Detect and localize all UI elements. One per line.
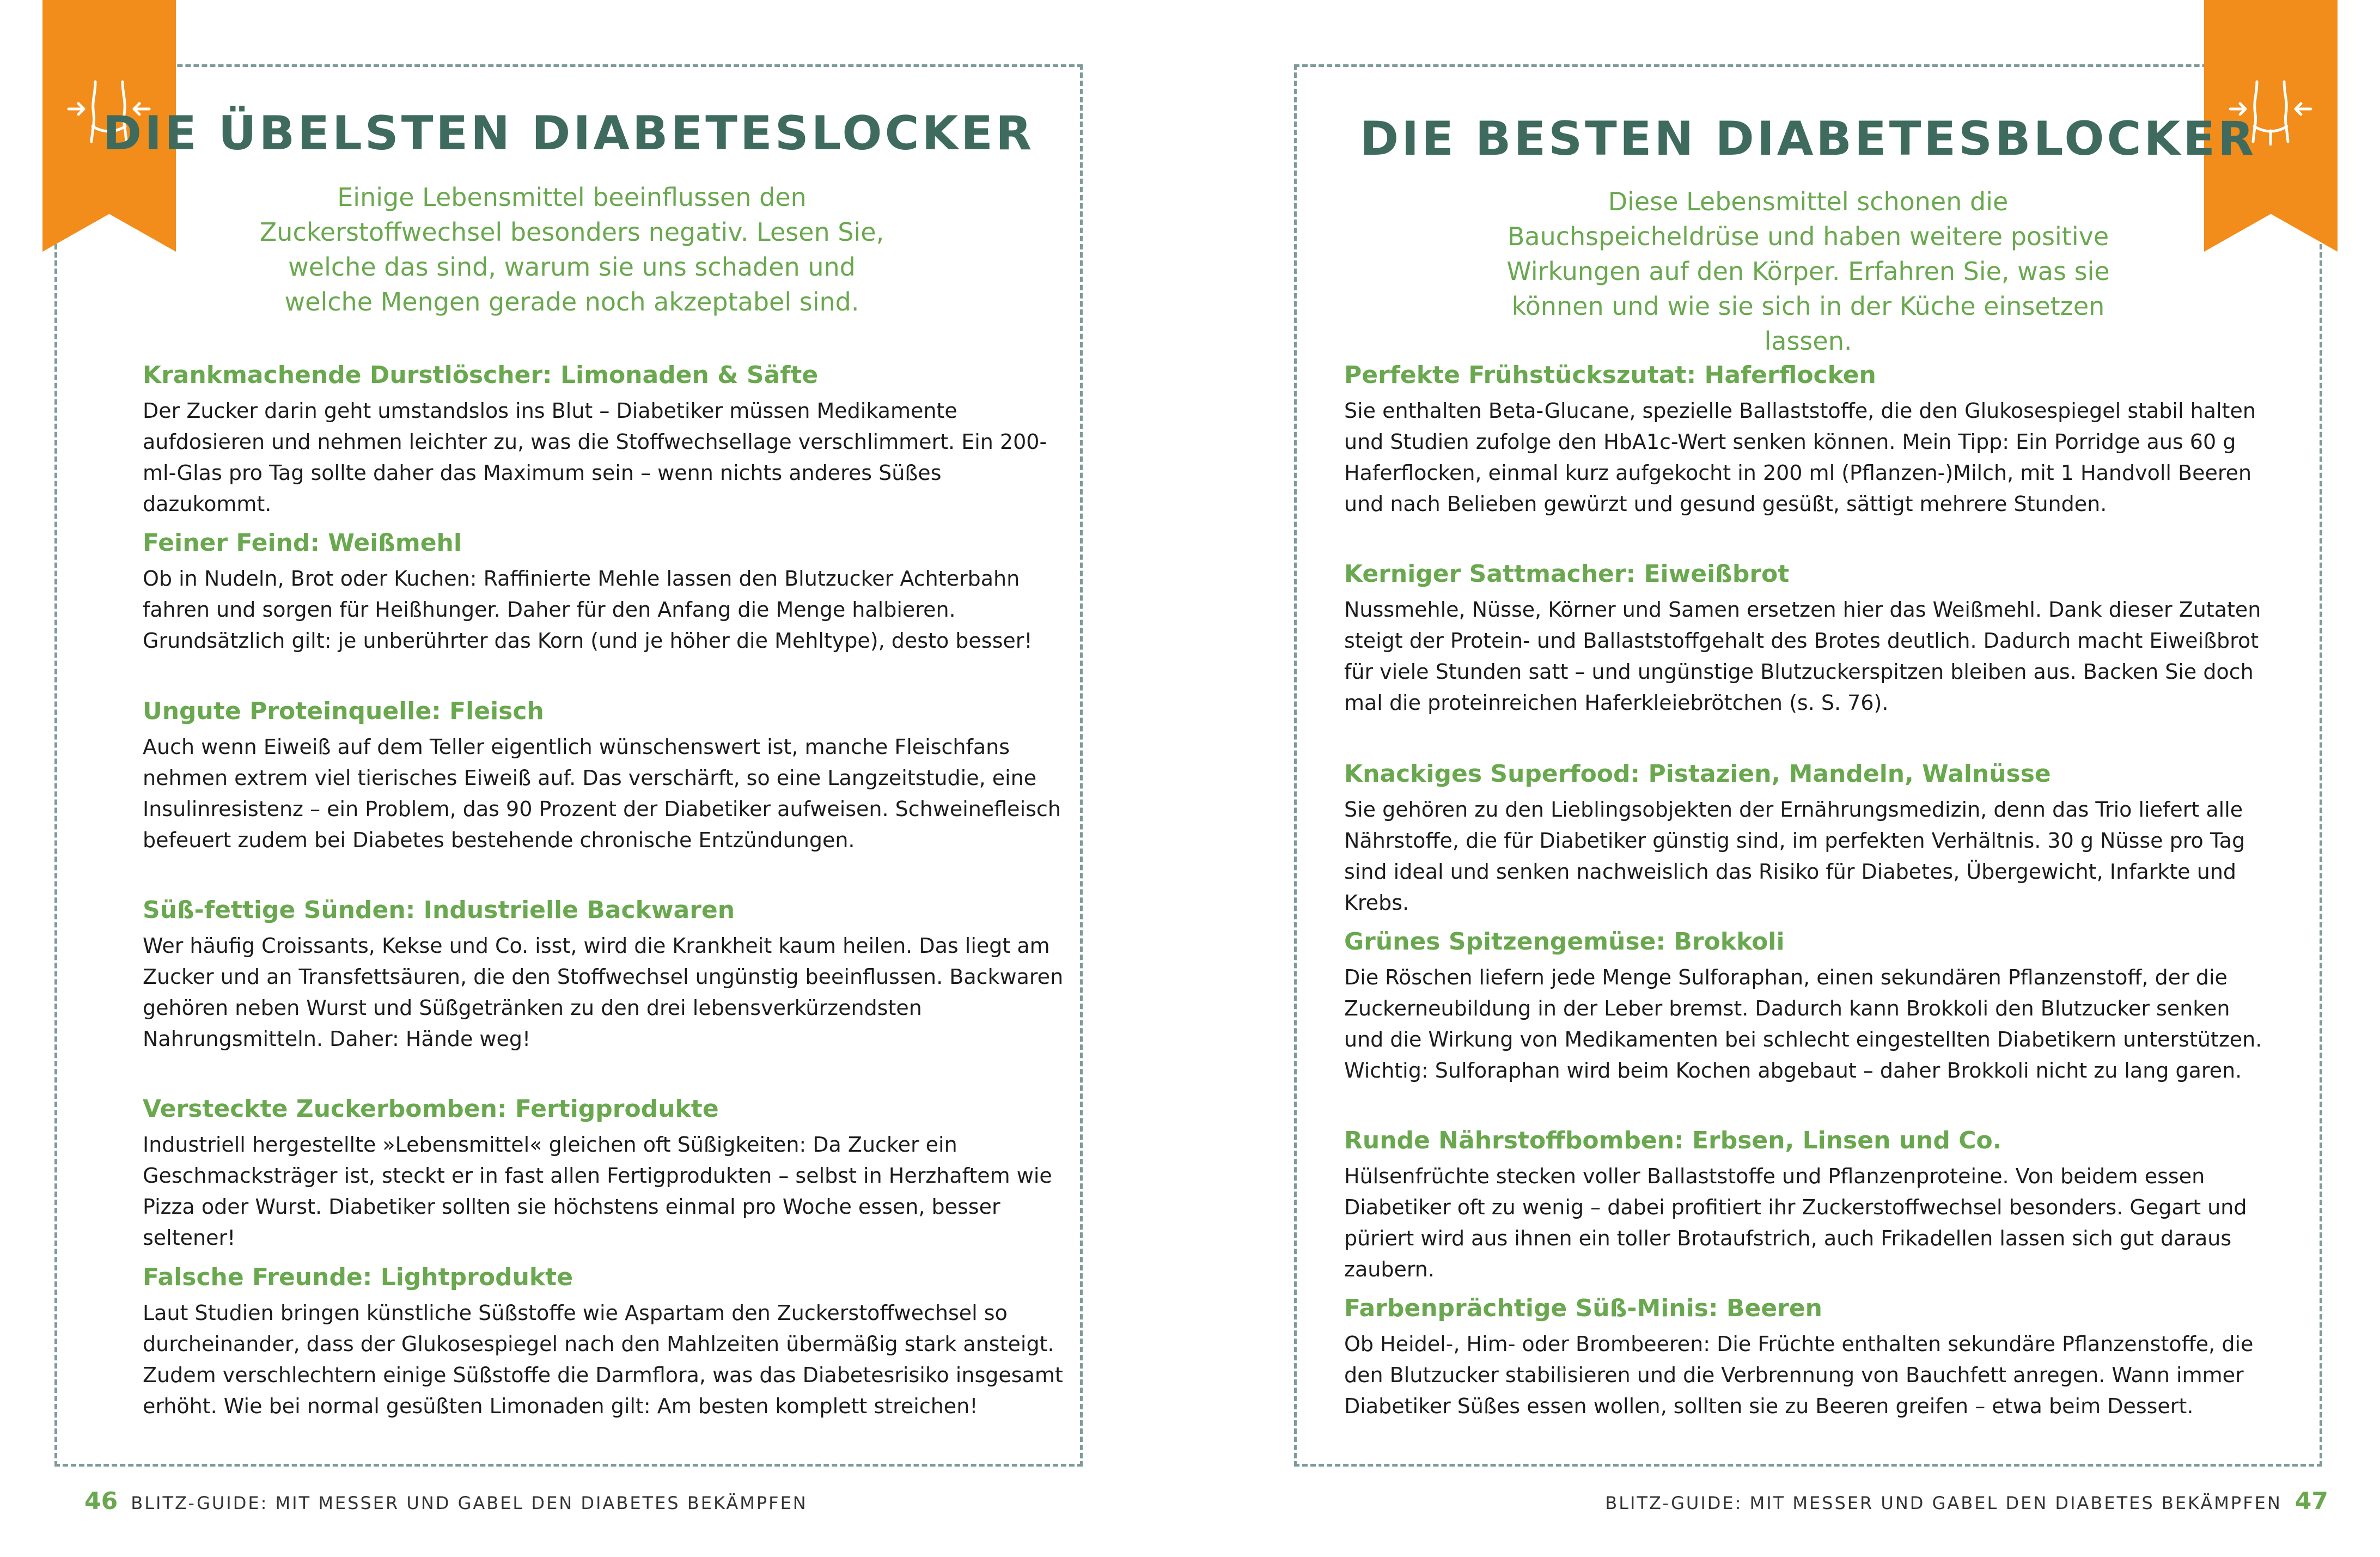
page-title: DIE BESTEN DIABETESBLOCKER [1359,112,2257,166]
section-heading: Falsche Freunde: Lightprodukte [143,1263,573,1291]
section-text: Der Zucker darin geht umstandslos ins Blut – Diabetiker müssen Medikamente aufdosieren und nehmen leichter zu, was die Stoffwechsellage verschlimmert. Ein 200-ml-Glas pro Tag sollte daher das Maximum sein – wenn nichts anderes Süßes dazukommt. [143,399,1047,516]
section-text: Sie enthalten Beta-Glucane, spezielle Ballaststoffe, die den Glukosespiegel stabil halten und Studien zufolge den HbA1c-Wert senken können. Mein Tipp: Ein Porridge aus 60 g Haferflocken, einmal kurz aufgekocht in 200 ml (Pflanzen-)Milch, mit 1 Handvoll Beeren und nach Belieben gewürzt und gesund gesüßt, sättigt mehrere Stunden. [1344,399,2256,516]
section-heading: Kerniger Sattmacher: Eiweißbrot [1344,560,1790,588]
section-heading: Runde Nährstoffbomben: Erbsen, Linsen und Co. [1344,1127,2002,1154]
right-page [1190,0,2380,1557]
section-heading: Grünes Spitzengemüse: Brokkoli [1344,928,1785,956]
section-eiweissbrot [1344,558,2270,719]
section-text: Industriell hergestellte »Lebensmittel« gleichen oft Süßigkeiten: Da Zucker ein Geschmacksträger ist, steckt er in fast allen Fertigprodukten – selbst in Herzhaftem wie Pizza oder Wurst. Diabetiker sollten sie höchstens einmal pro Woche essen, besser seltener! [143,1133,1052,1250]
section-limonaden [143,360,1069,520]
section-heading: Feiner Feind: Weißmehl [143,529,462,557]
running-title: BLITZ-GUIDE: MIT MESSER UND GABEL DEN DIABETES BEKÄMPFEN [131,1493,808,1513]
section-fertigprodukte [143,1093,1069,1254]
section-text: Hülsenfrüchte stecken voller Ballaststoffe und Pflanzenproteine. Von beidem essen Diabetiker oft zu wenig – dabei profitiert ihr Zuckerstoffwechsel besonders. Gegart und püriert wird aus ihnen ein toller Brotaufstrich, auch Frikadellen lassen sich gut daraus zaubern. [1344,1164,2247,1281]
section-heading: Perfekte Frühstückszutat: Haferflocken [1344,361,1876,389]
section-text: Laut Studien bringen künstliche Süßstoffe wie Aspartam den Zuckerstoffwechsel so durcheinander, dass der Glukosespiegel nach den Mahlzeiten übermäßig stark ansteigt. Zudem verschlechtern einige Süßstoffe die Darmflora, was das Diabetesrisiko insgesamt erhöht. Wie bei normal gesüßten Limonaden gilt: Am besten komplett streichen! [143,1301,1063,1418]
section-heading: Versteckte Zuckerbomben: Fertigprodukte [143,1095,719,1123]
section-text: Ob Heidel-, Him- oder Brombeeren: Die Früchte enthalten sekundäre Pflanzenstoffe, die den Blutzucker stabilisieren und die Verbrennung von Bauchfett anregen. Wann immer Diabetiker Süßes essen wollen, sollten sie zu Beeren greifen – etwa beim Dessert. [1344,1332,2254,1418]
section-fleisch [143,696,1069,856]
section-text: Sie gehören zu den Lieblingsobjekten der Ernährungsmedizin, denn das Trio liefert alle Nährstoffe, die für Diabetiker günstig sind, im perfekten Verhältnis. 30 g Nüsse pro Tag sind ideal und senken nachweislich das Risiko für Diabetes, Übergewicht, Infarkte und Krebs. [1344,798,2245,915]
section-brokkoli [1344,926,2270,1086]
section-heading: Ungute Proteinquelle: Fleisch [143,697,544,725]
section-huelsenfruechte [1344,1125,2270,1285]
section-beeren [1344,1293,2270,1422]
section-heading: Krankmachende Durstlöscher: Limonaden & Säfte [143,361,819,389]
section-nuesse [1344,758,2270,919]
intro-text: Einige Lebensmittel beeinflussen den Zuckerstoffwechsel besonders negativ. Lesen Sie, welche das sind, warum sie uns schaden und welche Mengen gerade noch akzeptabel sind. [259,183,884,317]
section-heading: Knackiges Superfood: Pistazien, Mandeln, Walnüsse [1344,760,2051,788]
page-number: 46 [84,1487,118,1515]
page-title: DIE ÜBELSTEN DIABETESLOCKER [102,106,1035,161]
section-text: Die Röschen liefern jede Menge Sulforaphan, einen sekundären Pflanzenstoff, der die Zuckerneubildung in der Leber bremst. Dadurch kann Brokkoli den Blutzucker senken und die Wirkung von Medikamenten bei schlecht eingestellten Diabetikern unterstützen. Wichtig: Sulforaphan wird beim Kochen abgebaut – daher Brokkoli nicht zu lang garen. [1344,965,2262,1082]
section-heading: Süß-fettige Sünden: Industrielle Backwaren [143,896,735,924]
section-text: Wer häufig Croissants, Kekse und Co. isst, wird die Krankheit kaum heilen. Das liegt am Zucker und an Transfettsäuren, die den Stoffwechsel ungünstig beeinflussen. Backwaren gehören neben Wurst und Süßgetränken zu den drei lebensverkürzendsten Nahrungsmitteln. Daher: Hände weg! [143,934,1064,1051]
section-text: Auch wenn Eiweiß auf dem Teller eigentlich wünschenswert ist, manche Fleischfans nehmen extrem viel tierisches Eiweiß auf. Das verschärft, so eine Langzeitstudie, eine Insulinresistenz – ein Problem, das 90 Prozent der Diabetiker aufweisen. Schweinefleisch befeuert zudem bei Diabetes bestehende chronische Entzündungen. [143,735,1061,852]
section-weissmehl [143,527,1069,656]
page-footer [84,1487,808,1515]
page-footer [1605,1487,2328,1515]
intro-text: Diese Lebensmittel schonen die Bauchspeicheldrüse und haben weitere positive Wirkungen auf den Körper. Erfahren Sie, was sie können und wie sie sich in der Küche einsetzen lassen. [1506,187,2110,356]
section-lightprodukte [143,1262,1069,1422]
section-backwaren [143,895,1069,1055]
section-heading: Farbenprächtige Süß-Minis: Beeren [1344,1294,1822,1322]
running-title: BLITZ-GUIDE: MIT MESSER UND GABEL DEN DIABETES BEKÄMPFEN [1605,1493,2282,1513]
page-number: 47 [2294,1487,2328,1515]
section-text: Nussmehle, Nüsse, Körner und Samen ersetzen hier das Weißmehl. Dank dieser Zutaten steigt der Protein- und Ballaststoffgehalt des Brotes deutlich. Dadurch macht Eiweißbrot für viele Stunden satt – und ungünstige Blutzuckerspitzen bleiben aus. Backen Sie doch mal die proteinreichen Haferkleiebrötchen (s. S. 76). [1344,598,2261,715]
section-haferflocken [1344,360,2270,520]
section-text: Ob in Nudeln, Brot oder Kuchen: Raffinierte Mehle lassen den Blutzucker Achterbahn fahren und sorgen für Heißhunger. Daher für den Anfang die Menge halbieren. Grundsätzlich gilt: je unberührter das Korn (und je höher die Mehltype), desto besser! [143,567,1033,653]
